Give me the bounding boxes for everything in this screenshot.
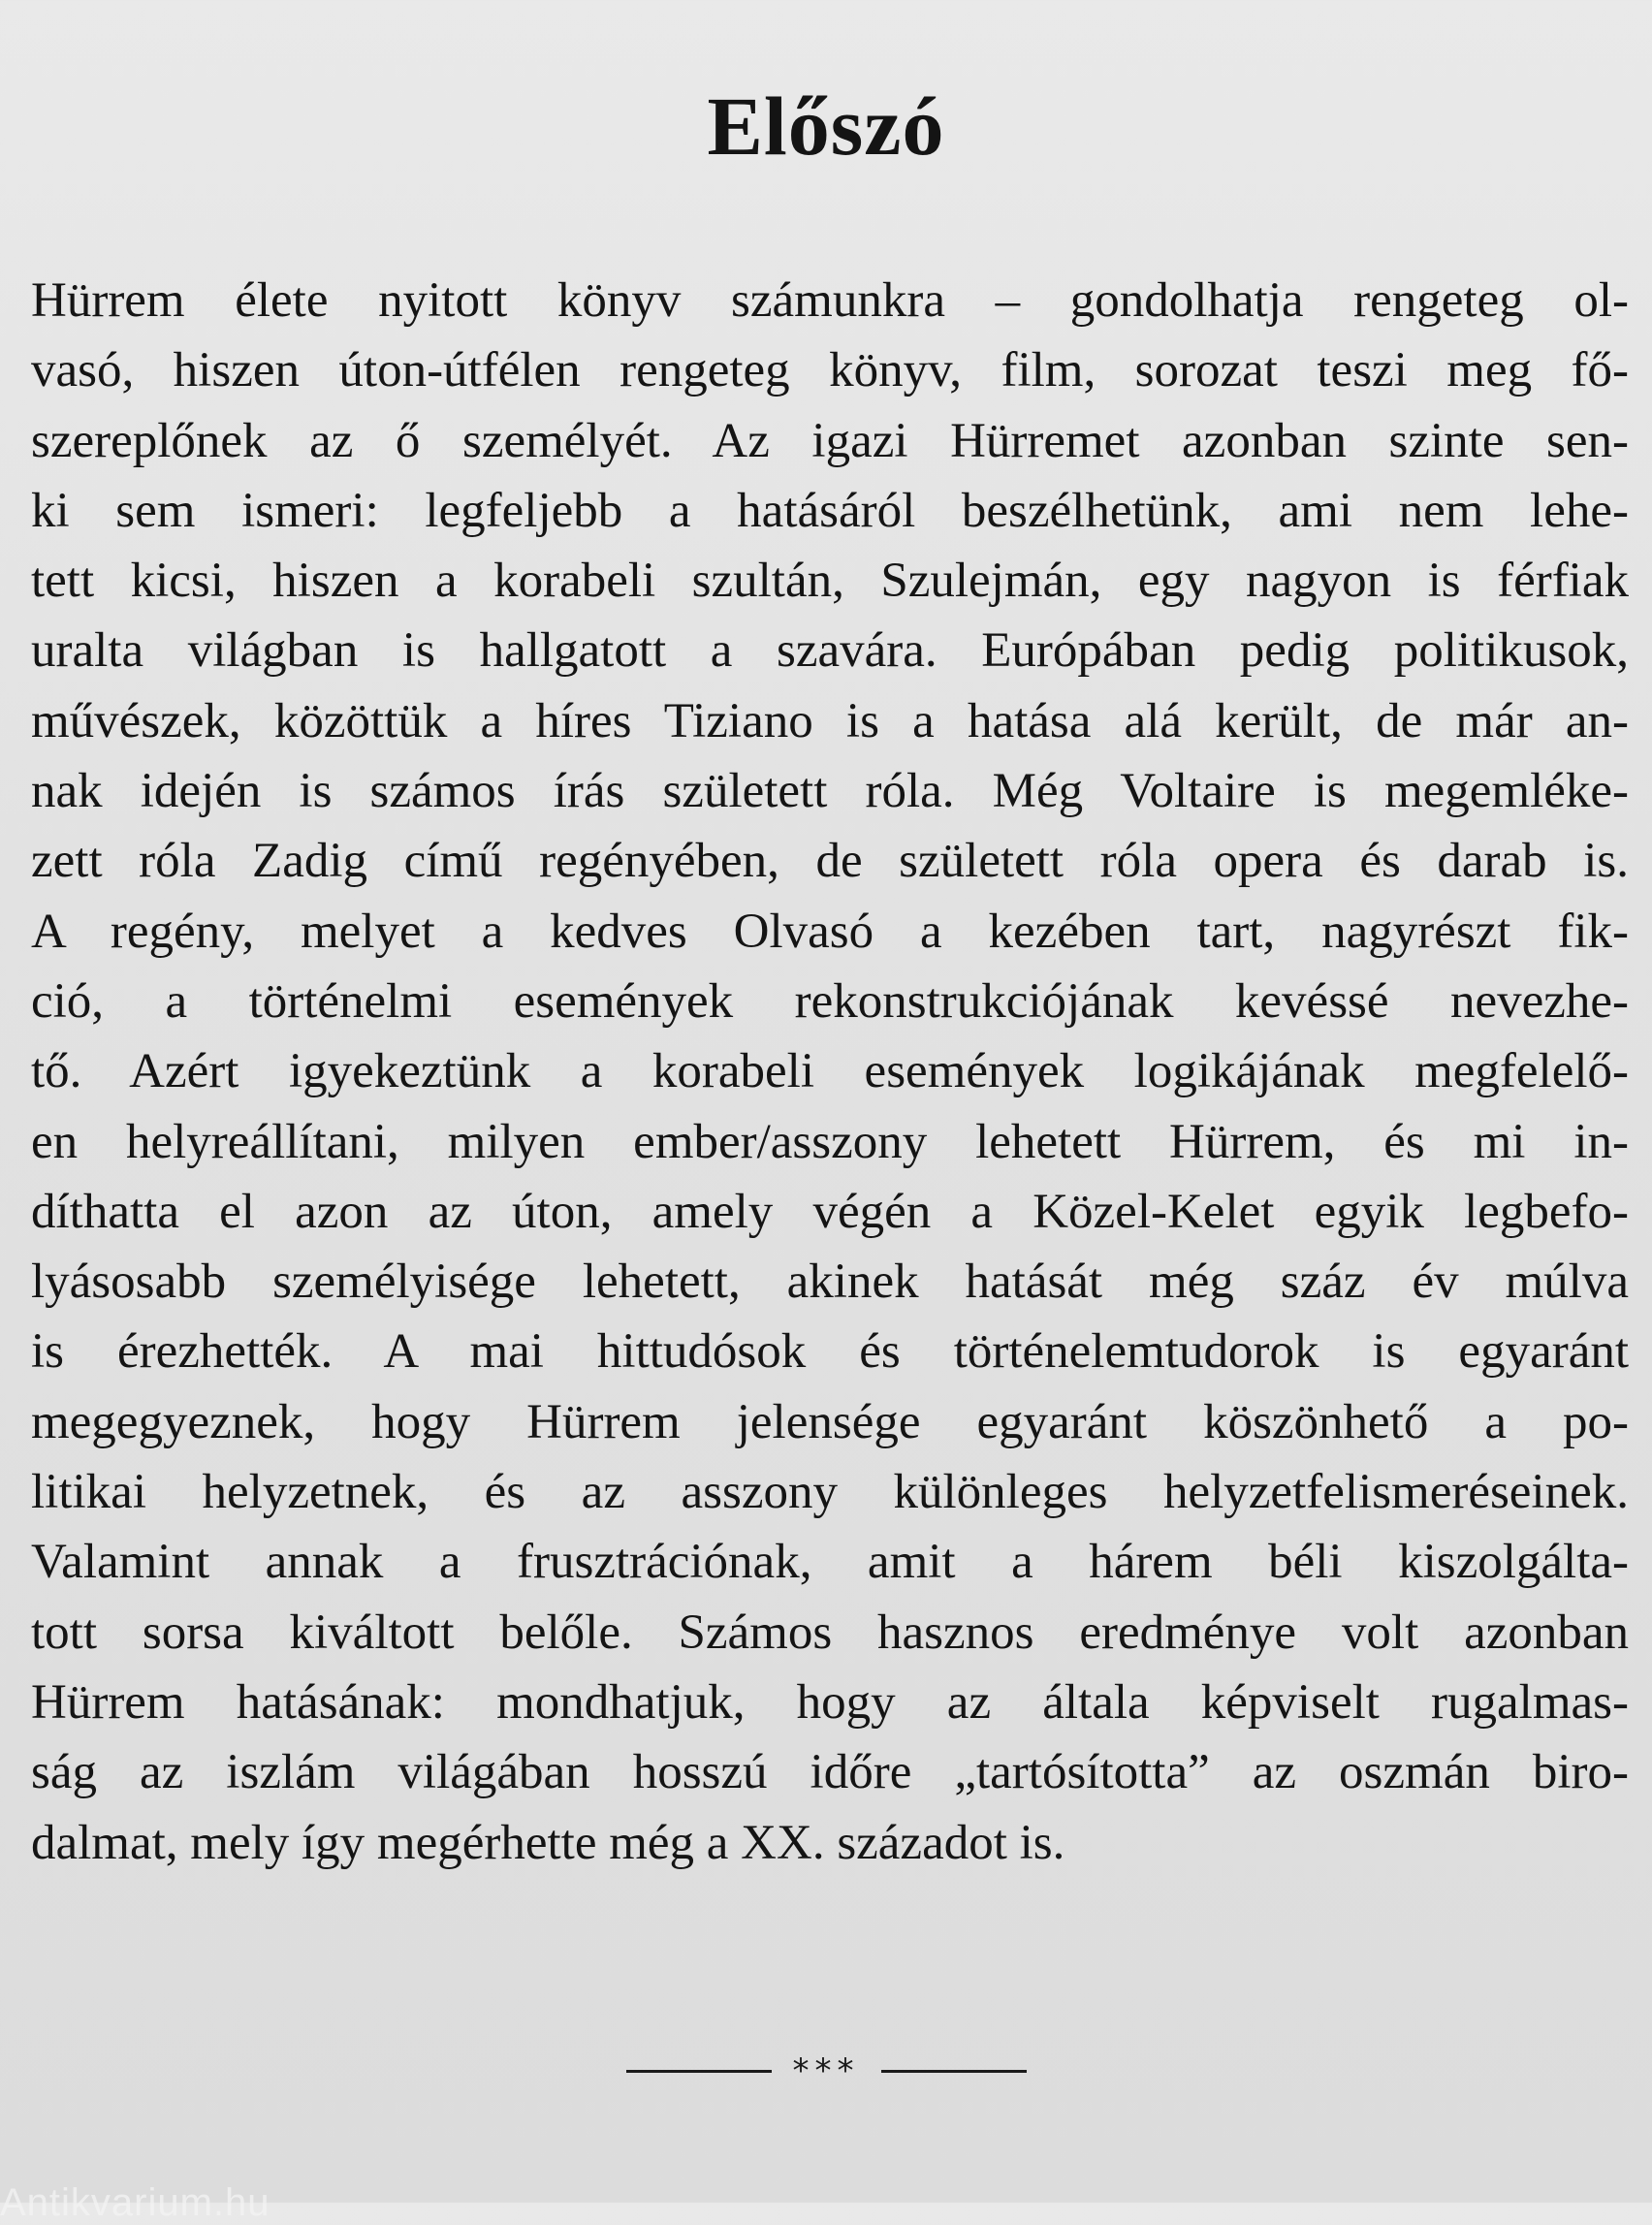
text-line: zett róla Zadig című regényében, de született róla opera és darab is.	[31, 834, 1629, 889]
text-line: A regény, melyet a kedves Olvasó a kezében tart, nagyrészt fik-	[31, 904, 1629, 959]
text-line: Hürrem hatásának: mondhatjuk, hogy az általa képviselt rugalmas-	[31, 1674, 1629, 1730]
text-line: tott sorsa kiváltott belőle. Számos hasznos eredménye volt azonban	[31, 1605, 1629, 1660]
text-line: litikai helyzetnek, és az asszony különleges helyzetfelismeréseinek.	[31, 1465, 1629, 1520]
text-line: művészek, közöttük a híres Tiziano is a hatása alá került, de már an-	[31, 693, 1629, 748]
text-line: is érezhették. A mai hittudósok és történelemtudorok is egyaránt	[31, 1324, 1629, 1380]
text-line: vasó, hiszen úton-útfélen rengeteg könyv, film, sorozat teszi meg fő-	[31, 343, 1629, 398]
text-line: Valamint annak a frusztrációnak, amit a hárem béli kiszolgálta-	[31, 1535, 1629, 1590]
text-line: ció, a történelmi események rekonstrukciójának kevéssé nevezhe-	[31, 973, 1629, 1029]
text-line: szereplőnek az ő személyét. Az igazi Hürremet azonban szinte sen-	[31, 413, 1629, 468]
text-line: Hürrem élete nyitott könyv számunkra – gondolhatja rengeteg ol-	[31, 273, 1629, 328]
ornament-stars: ***	[792, 2051, 860, 2090]
section-ornament	[0, 2044, 1652, 2098]
text-line: nak idején is számos írás született róla. Még Voltaire is megemléke-	[31, 764, 1629, 819]
text-line: tett kicsi, hiszen a korabeli szultán, Szulejmán, egy nagyon is férfiak	[31, 554, 1629, 609]
ornament-right-rule	[881, 2070, 1027, 2073]
text-line: lyásosabb személyisége lehetett, akinek hatását még száz év múlva	[31, 1255, 1629, 1310]
text-line: ki sem ismeri: legfeljebb a hatásáról beszélhetünk, ami nem lehe-	[31, 483, 1629, 538]
text-line: uralta világban is hallgatott a szavára. Európában pedig politikusok,	[31, 623, 1629, 679]
text-line: en helyreállítani, milyen ember/asszony lehetett Hürrem, és mi in-	[31, 1114, 1629, 1169]
text-line: megegyeznek, hogy Hürrem jelensége egyaránt köszönhető a po-	[31, 1394, 1629, 1449]
text-line: dalmat, mely így megérhette még a XX. századot is.	[31, 1815, 1065, 1870]
text-line: tő. Azért igyekeztünk a korabeli események logikájának megfelelő-	[31, 1044, 1629, 1099]
watermark: Antikvarium.hu	[0, 2181, 270, 2224]
body-paragraph	[31, 266, 1629, 1878]
text-line: díthatta el azon az úton, amely végén a Közel-Kelet egyik legbefo-	[31, 1184, 1629, 1239]
ornament-left-rule	[626, 2070, 772, 2073]
text-line: ság az iszlám világában hosszú időre „tartósította” az oszmán biro-	[31, 1745, 1629, 1800]
page-title: Előszó	[707, 79, 945, 173]
